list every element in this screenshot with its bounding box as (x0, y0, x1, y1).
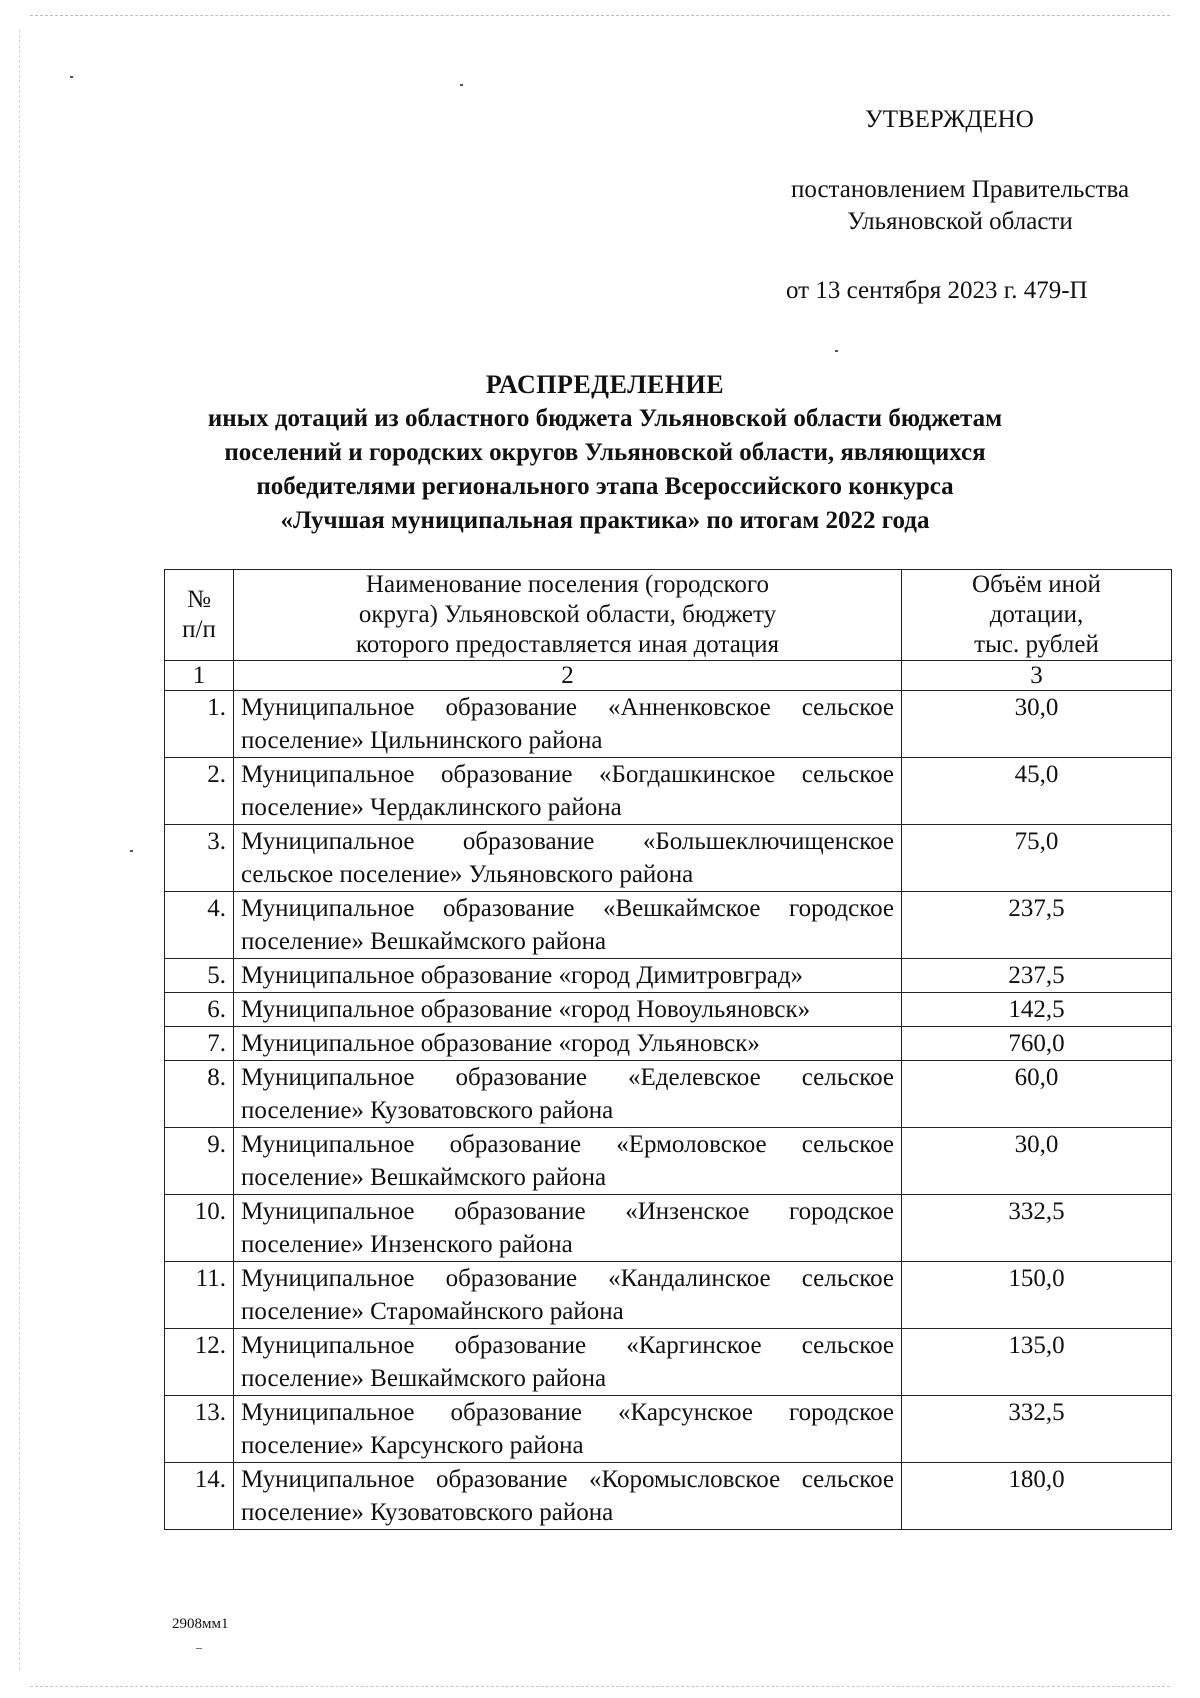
scan-speck (130, 850, 133, 852)
document-title (140, 368, 1070, 538)
subsidy-amount: 135,0 (902, 1329, 1172, 1396)
scan-speck (196, 1648, 202, 1649)
municipality-name: Муниципальное образование «Богдашкинское сельское поселение» Чердаклинского района (234, 758, 902, 825)
subsidy-amount: 237,5 (902, 892, 1172, 959)
municipality-name: Муниципальное образование «Анненковское сельское поселение» Цильнинского района (234, 691, 902, 758)
municipality-name: Муниципальное образование «Ермоловское сельское поселение» Вешкаймского района (234, 1128, 902, 1195)
header-number (165, 570, 234, 661)
subsidy-amount: 180,0 (902, 1463, 1172, 1530)
subsidy-amount: 332,5 (902, 1396, 1172, 1463)
table-row (165, 1195, 1172, 1262)
row-number: 4. (165, 892, 234, 959)
resolution-line: Ульяновской области (847, 208, 1073, 235)
scan-speck (70, 76, 73, 78)
header-text: тыс. рублей (974, 631, 1099, 658)
subsidy-amount: 142,5 (902, 993, 1172, 1027)
title-line: иных дотаций из областного бюджета Ульяновской области бюджетам (207, 405, 1003, 432)
municipality-name: Муниципальное образование «Вешкаймское городское поселение» Вешкаймского района (234, 892, 902, 959)
subsidy-amount: 30,0 (902, 1128, 1172, 1195)
table-header-row (165, 570, 1172, 661)
column-number: 2 (234, 661, 902, 691)
scan-speck (835, 350, 838, 352)
column-number-row (165, 661, 1172, 691)
subsidy-amount: 237,5 (902, 959, 1172, 993)
distribution-table (164, 569, 1172, 1530)
table-row (165, 1463, 1172, 1530)
row-number: 3. (165, 825, 234, 892)
municipality-name: Муниципальное образование «Каргинское сельское поселение» Вешкаймского района (234, 1329, 902, 1396)
municipality-name: Муниципальное образование «Еделевское сельское поселение» Кузоватовского района (234, 1061, 902, 1128)
title-line: победителями регионального этапа Всероссийского конкурса (256, 473, 954, 500)
column-number: 1 (165, 661, 234, 691)
row-number: 14. (165, 1463, 234, 1530)
scan-edge-left (19, 30, 20, 1670)
subsidy-amount: 150,0 (902, 1262, 1172, 1329)
table-row (165, 825, 1172, 892)
scan-speck (460, 84, 463, 86)
title-line: «Лучшая муниципальная практика» по итогам 2022 года (280, 507, 930, 534)
table-row (165, 758, 1172, 825)
row-number: 12. (165, 1329, 234, 1396)
column-number: 3 (902, 661, 1172, 691)
title-main: РАСПРЕДЕЛЕНИЕ (485, 370, 725, 399)
municipality-name: Муниципальное образование «Кандалинское сельское поселение» Старомайнского района (234, 1262, 902, 1329)
row-number: 6. (165, 993, 234, 1027)
subsidy-amount: 30,0 (902, 691, 1172, 758)
scan-edge-bottom (30, 1686, 1170, 1687)
table-row (165, 1262, 1172, 1329)
header-amount (902, 570, 1172, 661)
row-number: 8. (165, 1061, 234, 1128)
header-text: округа) Ульяновской области, бюджету (358, 601, 777, 628)
header-text: № (187, 586, 211, 613)
table-row (165, 1061, 1172, 1128)
scan-edge-top (30, 15, 1170, 16)
resolution-date: от 13 сентября 2023 г. 479-П (786, 277, 1088, 304)
subsidy-amount: 75,0 (902, 825, 1172, 892)
municipality-name: Муниципальное образование «город Ульяновск» (234, 1027, 902, 1061)
table-row (165, 892, 1172, 959)
approval-resolution (768, 174, 1152, 238)
title-line: поселений и городских округов Ульяновской области, являющихся (224, 439, 986, 466)
subsidy-amount: 60,0 (902, 1061, 1172, 1128)
table-row (165, 1128, 1172, 1195)
municipality-name: Муниципальное образование «город Димитровград» (234, 959, 902, 993)
row-number: 1. (165, 691, 234, 758)
table-row (165, 993, 1172, 1027)
municipality-name: Муниципальное образование «Коромысловское сельское поселение» Кузоватовского района (234, 1463, 902, 1530)
row-number: 7. (165, 1027, 234, 1061)
subsidy-amount: 760,0 (902, 1027, 1172, 1061)
municipality-name: Муниципальное образование «Большеключищенское сельское поселение» Ульяновского района (234, 825, 902, 892)
header-name (234, 570, 902, 661)
document-code: 2908мм1 (172, 1616, 229, 1632)
row-number: 10. (165, 1195, 234, 1262)
table-row (165, 959, 1172, 993)
header-text: п/п (182, 616, 216, 643)
municipality-name: Муниципальное образование «Инзенское городское поселение» Инзенского района (234, 1195, 902, 1262)
row-number: 2. (165, 758, 234, 825)
header-text: Наименование поселения (городского (365, 571, 770, 598)
table-row (165, 1396, 1172, 1463)
row-number: 9. (165, 1128, 234, 1195)
municipality-name: Муниципальное образование «Карсунское городское поселение» Карсунского района (234, 1396, 902, 1463)
row-number: 13. (165, 1396, 234, 1463)
row-number: 11. (165, 1262, 234, 1329)
table-row (165, 1329, 1172, 1396)
header-text: дотации, (989, 601, 1084, 628)
table-row (165, 1027, 1172, 1061)
subsidy-amount: 332,5 (902, 1195, 1172, 1262)
resolution-line: постановлением Правительства (790, 176, 1130, 203)
municipality-name: Муниципальное образование «город Новоульяновск» (234, 993, 902, 1027)
row-number: 5. (165, 959, 234, 993)
header-text: которого предоставляется иная дотация (355, 631, 780, 658)
header-text: Объём иной (972, 571, 1101, 598)
subsidy-amount: 45,0 (902, 758, 1172, 825)
table-row (165, 691, 1172, 758)
approval-stamp: УТВЕРЖДЕНО (865, 106, 1034, 133)
